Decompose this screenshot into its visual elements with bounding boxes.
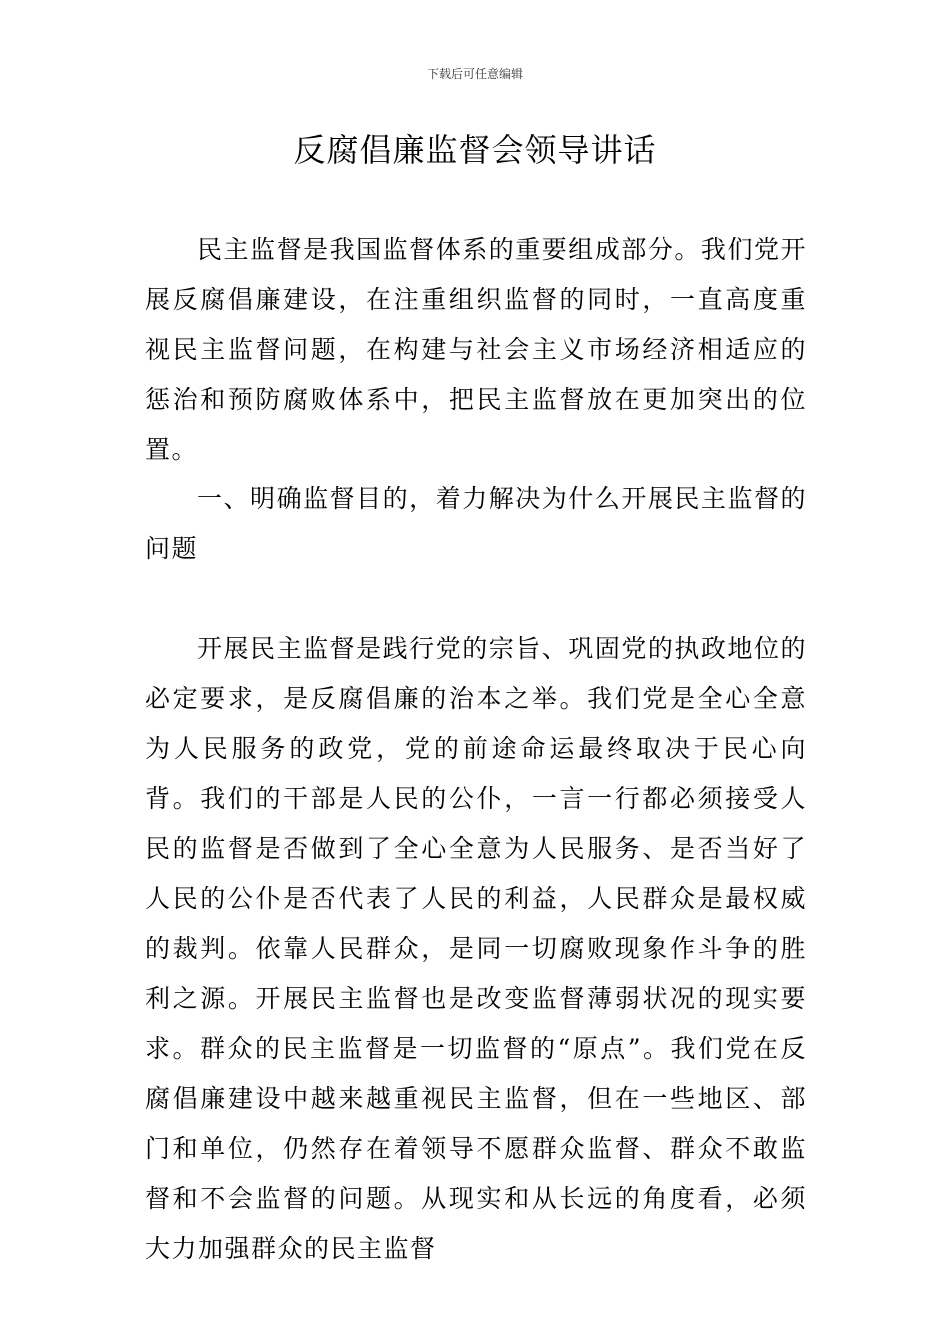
paragraph-body: 开展民主监督是践行党的宗旨、巩固党的执政地位的必定要求，是反腐倡廉的治本之举。我们党是全心全意为人民服务的政党，党的前途命运最终取决于民心向背。我们的干部是人民的公仆，一言一行都必须接受人民的监督是否做到了全心全意为人民服务、是否当好了人民的公仆是否代表了人民的利益，人民群众是最权威的裁判。依靠人民群众，是同一切腐败现象作斗争的胜利之源。开展民主监督也是改变监督薄弱状况的现实要求。群众的民主监督是一切监督的“原点”。我们党在反腐倡廉建设中越来越重视民主监督，但在一些地区、部门和单位，仍然存在着领导不愿群众监督、群众不敢监督和不会监督的问题。从现实和从长远的角度看，必须大力加强群众的民主监督	[145, 634, 807, 1263]
paragraph-intro: 民主监督是我国监督体系的重要组成部分。我们党开展反腐倡廉建设，在注重组织监督的同时，一直高度重视民主监督问题，在构建与社会主义市场经济相适应的惩治和预防腐败体系中，把民主监督放在更加突出的位置。	[145, 235, 807, 464]
header-note: 下载后可任意编辑	[426, 67, 523, 81]
document-title: 反腐倡廉监督会领导讲话	[293, 131, 657, 169]
section-heading-one: 一、明确监督目的，着力解决为什么开展民主监督的问题	[145, 484, 807, 563]
